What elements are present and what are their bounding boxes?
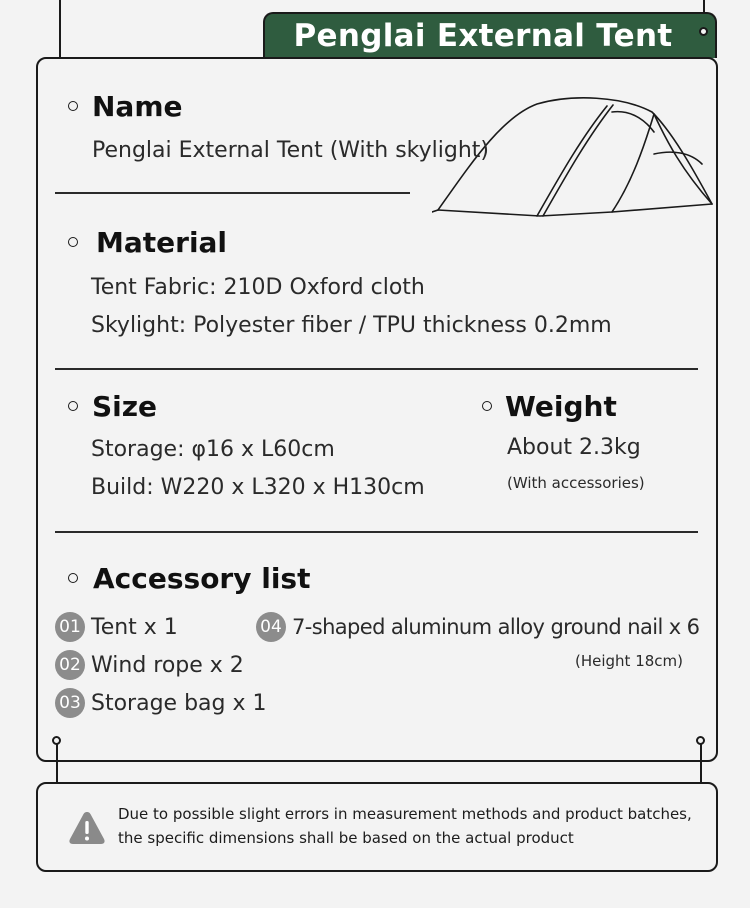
bullet-material	[68, 237, 78, 247]
weight-heading: Weight	[505, 390, 617, 423]
accessory-number-badge: 03	[55, 688, 85, 718]
connector-pin	[699, 27, 708, 36]
accessory-number-badge: 04	[256, 612, 286, 642]
accessory-item: 7-shaped aluminum alloy ground nail x 6	[292, 615, 700, 639]
material-line-1: Tent Fabric: 210D Oxford cloth	[91, 275, 425, 300]
accessory-item: Storage bag x 1	[91, 691, 267, 716]
bullet-weight	[482, 401, 492, 411]
divider	[55, 368, 698, 370]
material-heading: Material	[96, 226, 228, 259]
title-tab	[263, 12, 717, 58]
disclaimer-line-2: the specific dimensions shall be based on the actual product	[118, 829, 574, 847]
name-value: Penglai External Tent (With skylight)	[92, 138, 489, 163]
accessory-item: Wind rope x 2	[91, 653, 244, 678]
size-storage: Storage: φ16 x L60cm	[91, 437, 335, 462]
accessory-number-badge: 01	[55, 612, 85, 642]
bullet-accessories	[68, 573, 78, 583]
name-heading: Name	[92, 90, 183, 123]
page-title: Penglai External Tent	[293, 18, 673, 54]
size-build: Build: W220 x L320 x H130cm	[91, 475, 425, 500]
bullet-size	[68, 401, 78, 411]
bullet-name	[68, 101, 78, 111]
size-heading: Size	[92, 390, 158, 423]
warning-icon	[68, 810, 106, 846]
divider	[55, 531, 698, 533]
disclaimer-line-1: Due to possible slight errors in measurement methods and product batches,	[118, 805, 692, 823]
accessory-item-note: (Height 18cm)	[575, 652, 684, 670]
disclaimer-card	[36, 782, 718, 872]
accessory-heading: Accessory list	[93, 562, 311, 595]
divider	[55, 192, 410, 194]
weight-note: (With accessories)	[507, 474, 645, 492]
accessory-item: Tent x 1	[91, 615, 178, 640]
accessory-number-badge: 02	[55, 650, 85, 680]
material-line-2: Skylight: Polyester fiber / TPU thickness 0.2mm	[91, 313, 612, 338]
weight-value: About 2.3kg	[507, 435, 641, 460]
